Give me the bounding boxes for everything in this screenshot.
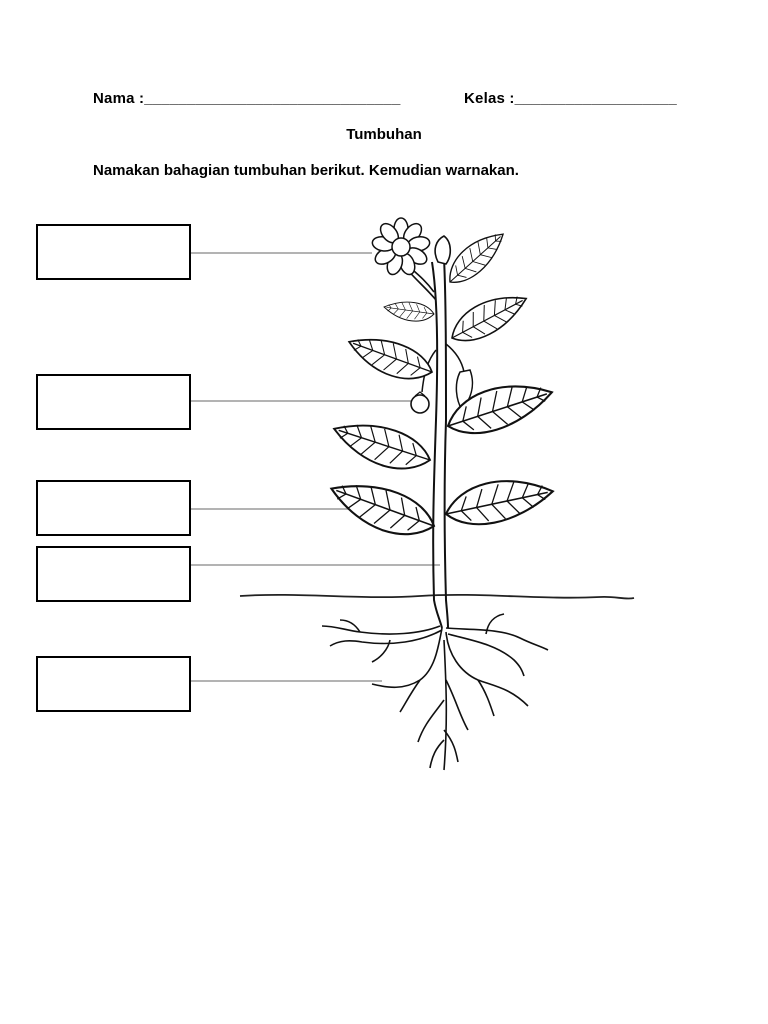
instruction-text: Namakan bahagian tumbuhan berikut. Kemudian warnakan. xyxy=(93,162,519,179)
page-title: Tumbuhan xyxy=(346,126,422,143)
kelas-field[interactable]: Kelas :___________________ xyxy=(464,90,677,107)
ground-line xyxy=(240,595,634,599)
fruit xyxy=(411,395,429,413)
stem xyxy=(432,262,442,628)
flower xyxy=(371,218,431,277)
roots xyxy=(322,614,548,770)
nama-field[interactable]: Nama :______________________________ xyxy=(93,90,401,107)
leaves xyxy=(324,224,558,546)
flower-bud xyxy=(435,236,450,264)
